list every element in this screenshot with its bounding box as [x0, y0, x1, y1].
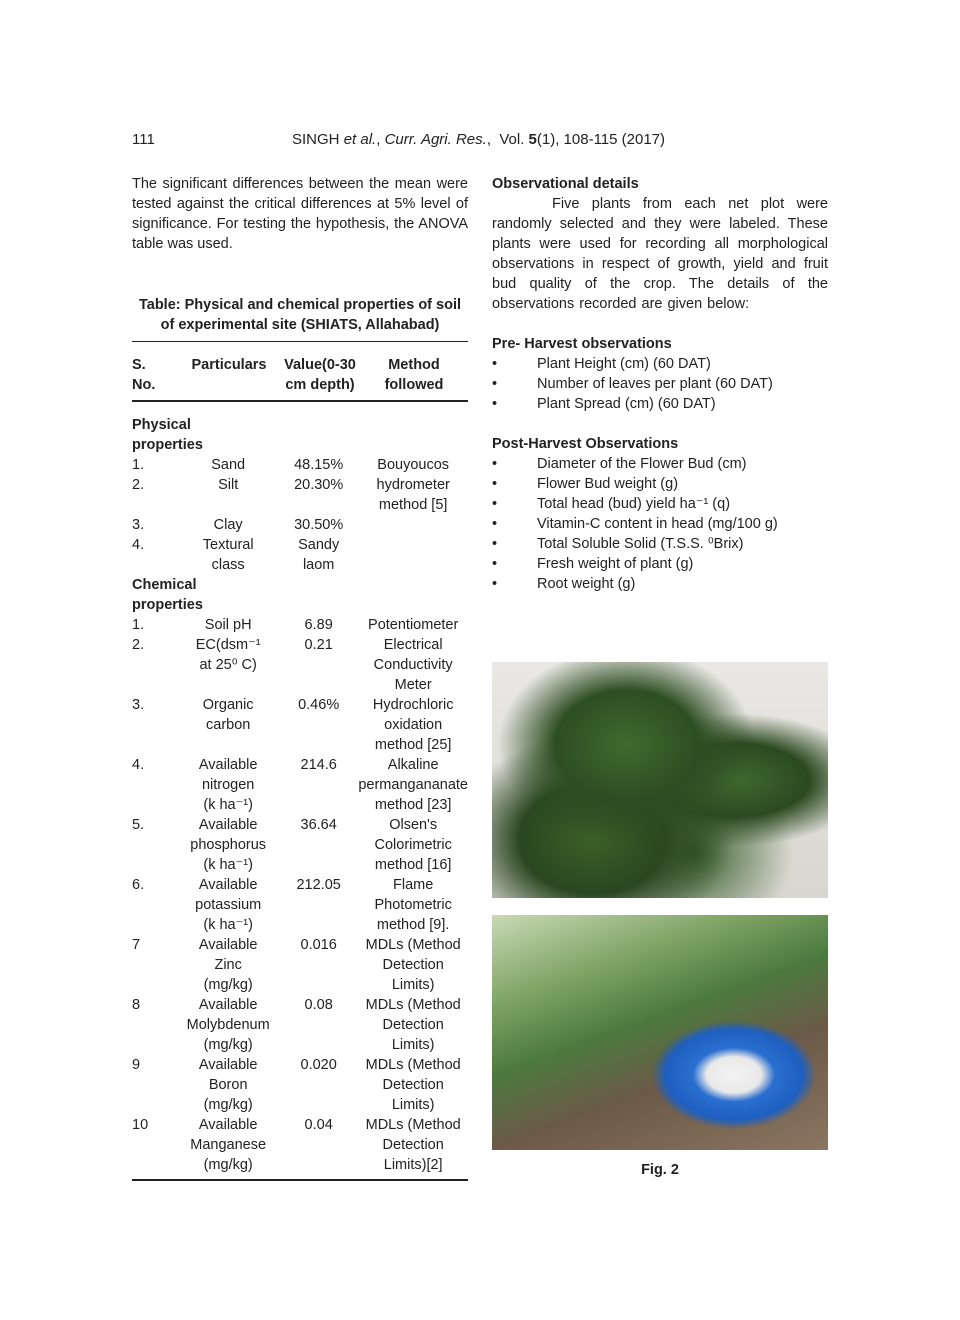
cell-method: Alkaline permangananate method [23]	[358, 757, 468, 813]
observational-section	[492, 174, 828, 594]
cell-value: 48.15%	[294, 457, 344, 473]
cell-particulars: Organic carbon	[202, 697, 254, 733]
cell-sno: 5.	[132, 817, 145, 833]
cell-particulars: Silt	[218, 477, 239, 493]
cell-sno: 7	[132, 937, 141, 953]
bullet-item: • Plant Height (cm) (60 DAT)	[492, 354, 828, 374]
cell-value: 0.08	[304, 997, 333, 1013]
cell-value: 20.30%	[294, 477, 344, 493]
header-vol: 5	[528, 131, 537, 148]
cell-particulars: EC(dsm⁻¹ at 25⁰ C)	[195, 637, 261, 673]
header-etal: et al.	[343, 131, 377, 148]
cell-value: 212.05	[296, 877, 341, 893]
cell-value: 0.46%	[298, 697, 340, 713]
bullet-item: • Total Soluble Solid (T.S.S. ⁰Brix)	[492, 534, 828, 554]
cell-particulars: Available nitrogen (k ha⁻¹)	[198, 757, 258, 813]
cell-particulars: Available phosphorus (k ha⁻¹)	[190, 817, 267, 873]
header-authors: SINGH	[292, 131, 340, 148]
cell-method: Hydrochloric oxidation method [25]	[372, 697, 454, 753]
table-row	[132, 755, 468, 815]
cell-method: Bouyoucos	[377, 457, 450, 473]
cell-value: Sandy laom	[298, 537, 340, 573]
cell-method	[358, 515, 468, 535]
table-row	[132, 575, 468, 615]
cell-particulars: Sand	[211, 457, 246, 473]
col-header-method: Method followed	[384, 357, 444, 393]
table-top-rule	[132, 341, 468, 342]
cell-value: 36.64	[300, 817, 337, 833]
table-row	[132, 475, 468, 515]
cell-value: 214.6	[300, 757, 337, 773]
table-row	[132, 695, 468, 755]
bullet-item: • Total head (bud) yield ha⁻¹ (q)	[492, 494, 828, 514]
cell-sno: 8	[132, 997, 141, 1013]
table-row	[132, 935, 468, 995]
table-row	[132, 1055, 468, 1115]
bullet-item: • Flower Bud weight (g)	[492, 474, 828, 494]
table-bottom-rule	[132, 1179, 468, 1181]
table-row	[132, 615, 468, 635]
bullet-item: • Vitamin-C content in head (mg/100 g)	[492, 514, 828, 534]
table-row	[132, 515, 468, 535]
col-header-value: Value(0-30 cm depth)	[284, 357, 356, 393]
cell-method: MDLs (Method Detection Limits)	[365, 937, 461, 993]
cell-sno: 4.	[132, 537, 145, 553]
figure-caption: Fig. 2	[641, 1162, 679, 1178]
soil-properties-table	[132, 415, 468, 1175]
cell-particulars: Textural class	[202, 537, 254, 573]
table-row	[132, 815, 468, 875]
running-header: SINGH et al., Curr. Agri. Res., Vol. 5(1), 108-115 (2017)	[292, 131, 666, 148]
cell-sno: 4.	[132, 757, 145, 773]
table-header-rule	[132, 400, 468, 402]
table-row	[132, 415, 468, 455]
bullet-item: • Diameter of the Flower Bud (cm)	[492, 454, 828, 474]
table-header	[132, 355, 468, 395]
table-row	[132, 995, 468, 1055]
cell-particulars: Clay	[213, 517, 243, 533]
cell-method: MDLs (Method Detection Limits)	[365, 997, 461, 1053]
cell-particulars: Available Boron (mg/kg)	[198, 1057, 258, 1113]
observational-text: Five plants from each net plot were randomly selected and they were labeled. These plants were used for recording all morphological observations in respect of growth, yield and fruit bud quality of the crop. The details of the observations recorded are given below:	[492, 196, 828, 312]
cell-sno: 3.	[132, 517, 145, 533]
bullet-item: • Fresh weight of plant (g)	[492, 554, 828, 574]
post-harvest-list	[492, 454, 828, 594]
cell-particulars: Available Zinc (mg/kg)	[198, 937, 258, 993]
cell-method: hydrometer method [5]	[376, 477, 450, 513]
table-row	[132, 635, 468, 695]
col-header-particulars: Particulars	[191, 357, 267, 373]
post-harvest-title: Post-Harvest Observations	[492, 436, 679, 452]
plant-weighing-scale-photo	[492, 915, 828, 1150]
bullet-item: • Plant Spread (cm) (60 DAT)	[492, 394, 828, 414]
cell-sno: 1.	[132, 617, 145, 633]
pre-harvest-list	[492, 354, 828, 414]
cell-sno: 10	[132, 1117, 149, 1133]
observational-title: Observational details	[492, 176, 639, 192]
bullet-item: • Root weight (g)	[492, 574, 828, 594]
cell-value: 6.89	[304, 617, 333, 633]
left-paragraph: The significant differences between the mean were tested against the critical differences at 5% level of significance. For testing the hypothesis, the ANOVA table was used.	[132, 176, 468, 252]
cell-sno: 2.	[132, 477, 145, 493]
cell-value: 0.21	[304, 637, 333, 653]
cell-method: Potentiometer	[368, 617, 459, 633]
section-heading: Physical properties	[132, 417, 203, 453]
cell-method	[358, 535, 468, 575]
cell-particulars: Available potassium (k ha⁻¹)	[195, 877, 262, 933]
cell-particulars: Soil pH	[204, 617, 252, 633]
cell-method: Electrical Conductivity Meter	[373, 637, 453, 693]
pre-harvest-title: Pre- Harvest observations	[492, 336, 672, 352]
header-pages: (1), 108-115 (2017)	[536, 131, 666, 148]
cell-value: 30.50%	[294, 517, 344, 533]
table-row	[132, 455, 468, 475]
section-heading: Chemical properties	[132, 577, 203, 613]
cell-particulars: Available Molybdenum (mg/kg)	[186, 997, 270, 1053]
cell-sno: 1.	[132, 457, 145, 473]
table-caption: Table: Physical and chemical properties of soil of experimental site (SHIATS, Allahabad)	[138, 297, 462, 333]
table-row	[132, 1115, 468, 1175]
header-vol-prefix: Vol.	[499, 131, 525, 148]
bullet-item: • Number of leaves per plant (60 DAT)	[492, 374, 828, 394]
cell-value: 0.04	[304, 1117, 333, 1133]
cell-sno: 3.	[132, 697, 145, 713]
cell-sno: 2.	[132, 637, 145, 653]
broccoli-heads-photo	[492, 662, 828, 898]
cell-particulars: Available Manganese (mg/kg)	[190, 1117, 267, 1173]
cell-sno: 6.	[132, 877, 145, 893]
cell-value: 0.016	[300, 937, 337, 953]
table-row	[132, 535, 468, 575]
table-row	[132, 875, 468, 935]
cell-method: Flame Photometric method [9].	[374, 877, 452, 933]
cell-method: MDLs (Method Detection Limits)	[365, 1057, 461, 1113]
cell-sno: 9	[132, 1057, 141, 1073]
page-number: 111	[132, 131, 155, 148]
header-journal: Curr. Agri. Res.	[384, 131, 487, 148]
cell-method: MDLs (Method Detection Limits)[2]	[365, 1117, 461, 1173]
cell-method: Olsen's Colorimetric method [16]	[374, 817, 452, 873]
cell-value: 0.020	[300, 1057, 337, 1073]
col-header-sno: S. No.	[132, 357, 156, 393]
